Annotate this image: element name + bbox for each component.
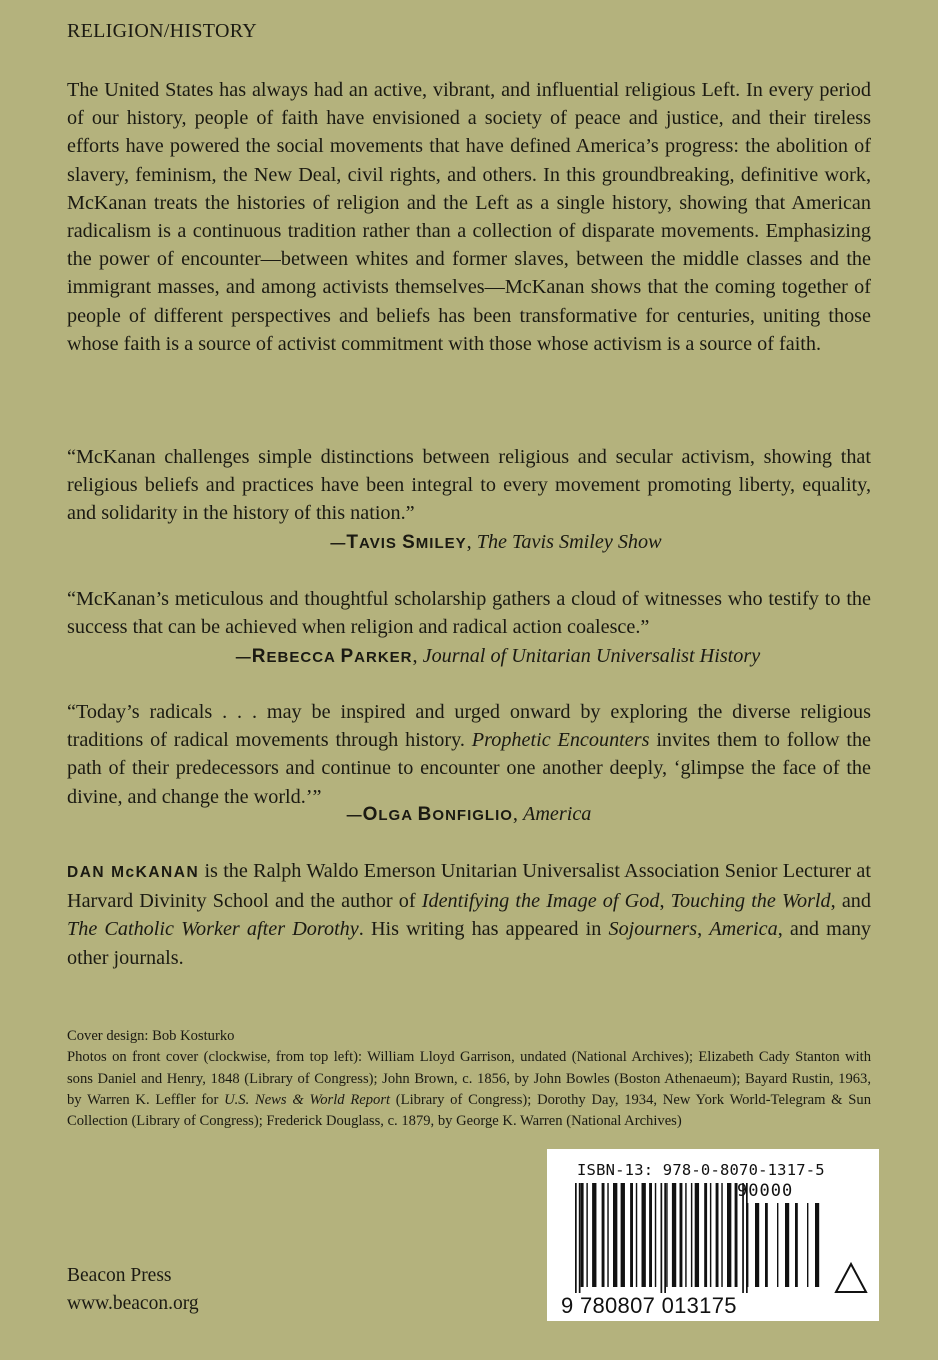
barcode-bar bbox=[685, 1183, 686, 1287]
blurb-source-2: Journal of Unitarian Universalist History bbox=[422, 645, 761, 667]
barcode-bar bbox=[704, 1183, 707, 1287]
publisher-name: Beacon Press bbox=[67, 1265, 172, 1286]
barcode-bar bbox=[691, 1183, 692, 1287]
barcode-bar bbox=[807, 1203, 808, 1287]
blurb-attribution-1: —TAVIS SMILEY, The Tavis Smiley Show bbox=[330, 531, 662, 553]
barcode-bar bbox=[664, 1183, 666, 1293]
barcode-bar bbox=[710, 1183, 711, 1287]
barcode-bar bbox=[655, 1183, 656, 1287]
barcode-bar bbox=[579, 1183, 581, 1293]
triangle-icon bbox=[834, 1261, 868, 1295]
barcode-bar bbox=[666, 1183, 667, 1287]
blurb-quote-3: “Today’s radicals . . . may be inspired and urged onward by exploring the diverse religious traditions of radical movements through history. Prophetic Encounters invites them to follow the path of their predecessors and continue to encounter one another deeply, ‘glimpse the face of the divine, and change the world.’” bbox=[67, 701, 871, 808]
barcode-bar bbox=[795, 1203, 798, 1287]
barcode-bar bbox=[649, 1183, 652, 1287]
barcode-bar bbox=[785, 1203, 789, 1287]
cover-credits bbox=[67, 1026, 871, 1132]
isbn-digits: 9 780807 013175 bbox=[561, 1293, 737, 1318]
barcode-bar bbox=[747, 1203, 748, 1287]
barcode-bar bbox=[695, 1183, 699, 1287]
author-name: DAN McKANAN bbox=[67, 864, 200, 881]
barcode-panel bbox=[547, 1149, 879, 1321]
blurb-quote-1: “McKanan challenges simple distinctions between religious and secular activism, showing that religious beliefs and practices have been integral to every movement promoting liberty, equality, and solidarity in the history of this nation.” bbox=[67, 446, 871, 525]
barcode-bar bbox=[613, 1183, 617, 1287]
barcode-bar bbox=[672, 1183, 676, 1287]
barcode-bar bbox=[586, 1183, 587, 1287]
barcode-bar bbox=[607, 1183, 608, 1287]
barcode-bar bbox=[602, 1183, 605, 1287]
book-description: The United States has always had an active, vibrant, and influential religious Left. In every period of our history, people of faith have envisioned a society of peace and justice, and their tireless efforts have powered the social movements that have defined America’s progress: the abolition of slavery, feminism, the New Deal, civil rights, and others. In this groundbreaking, definitive work, McKanan treats the histories of religion and the Left as a single history, showing that American radicalism is a continuous tradition rather than a collection of disparate movements. Emphasizing the power of encounter—between whites and former slaves, between the middle classes and the immigrant masses, and among activists themselves—McKanan shows that the coming together of people of different perspectives and beliefs has been transformative for centuries, uniting those whose faith is a source of activist commitment with those whose activism is a source of faith. bbox=[67, 79, 871, 355]
barcode-bar bbox=[727, 1183, 731, 1287]
barcode-bar bbox=[777, 1203, 778, 1287]
barcode-bar bbox=[716, 1183, 719, 1287]
author-bio: DAN McKANAN is the Ralph Waldo Emerson Unitarian Universalist Association Senior Lecturer at Harvard Divinity School and the author of Identifying the Image of God, Touching the World, and The Catholic Worker after Dorothy. His writing has appeared in Sojourners, America, and many other journals. bbox=[67, 860, 872, 969]
barcode-bar bbox=[661, 1183, 663, 1293]
publisher-block bbox=[67, 1262, 199, 1318]
blurb-source-1: The Tavis Smiley Show bbox=[476, 531, 662, 553]
price-code: 90000 bbox=[737, 1181, 794, 1201]
cover-design-credit: Cover design: Bob Kosturko bbox=[67, 1028, 235, 1044]
blurb-source-3: America bbox=[523, 803, 592, 825]
barcode-bar bbox=[592, 1183, 596, 1287]
book-title-mention: Prophetic Encounters bbox=[471, 729, 650, 752]
barcode-bar bbox=[680, 1183, 683, 1287]
isbn-label: ISBN-13: 978-0-8070-1317-5 bbox=[577, 1161, 825, 1179]
blurb-attribution-3: —OLGA BONFIGLIO, America bbox=[346, 803, 592, 825]
publisher-url: www.beacon.org bbox=[67, 1293, 199, 1314]
barcode-bar bbox=[765, 1203, 768, 1287]
barcode-bar bbox=[636, 1183, 637, 1287]
barcode-bar bbox=[815, 1203, 819, 1287]
photo-credits: Photos on front cover (clockwise, from top left): William Lloyd Garrison, undated (National Archives); Elizabeth Cady Stanton with sons Daniel and Henry, 1848 (Library of Congress); John Brown, c. 1856, by John Bowles (Boston Athenaeum); Bayard Rustin, 1963, by Warren K. Leffler for U.S. News & World Report (Library of Congress); Dorothy Day, 1934, New York World-Telegram & Sun Collection (Library of Congress); Frederick Douglass, c. 1879, by George K. Warren (National Archives) bbox=[67, 1049, 871, 1130]
barcode-bar bbox=[642, 1183, 646, 1287]
blurb-attribution-2: —REBECCA PARKER, Journal of Unitarian Universalist History bbox=[235, 645, 761, 667]
barcode-bar bbox=[575, 1183, 577, 1293]
barcode-bar bbox=[581, 1183, 584, 1287]
barcode-bar bbox=[755, 1203, 759, 1287]
barcode-bar bbox=[721, 1183, 722, 1287]
barcode-bar bbox=[630, 1183, 633, 1287]
category-label: RELIGION/HISTORY bbox=[67, 20, 257, 42]
blurb-quote-2: “McKanan’s meticulous and thoughtful scholarship gathers a cloud of witnesses who testify to the success that can be achieved when religion and radical action coalesce.” bbox=[67, 588, 871, 639]
barcode-bar bbox=[621, 1183, 625, 1287]
